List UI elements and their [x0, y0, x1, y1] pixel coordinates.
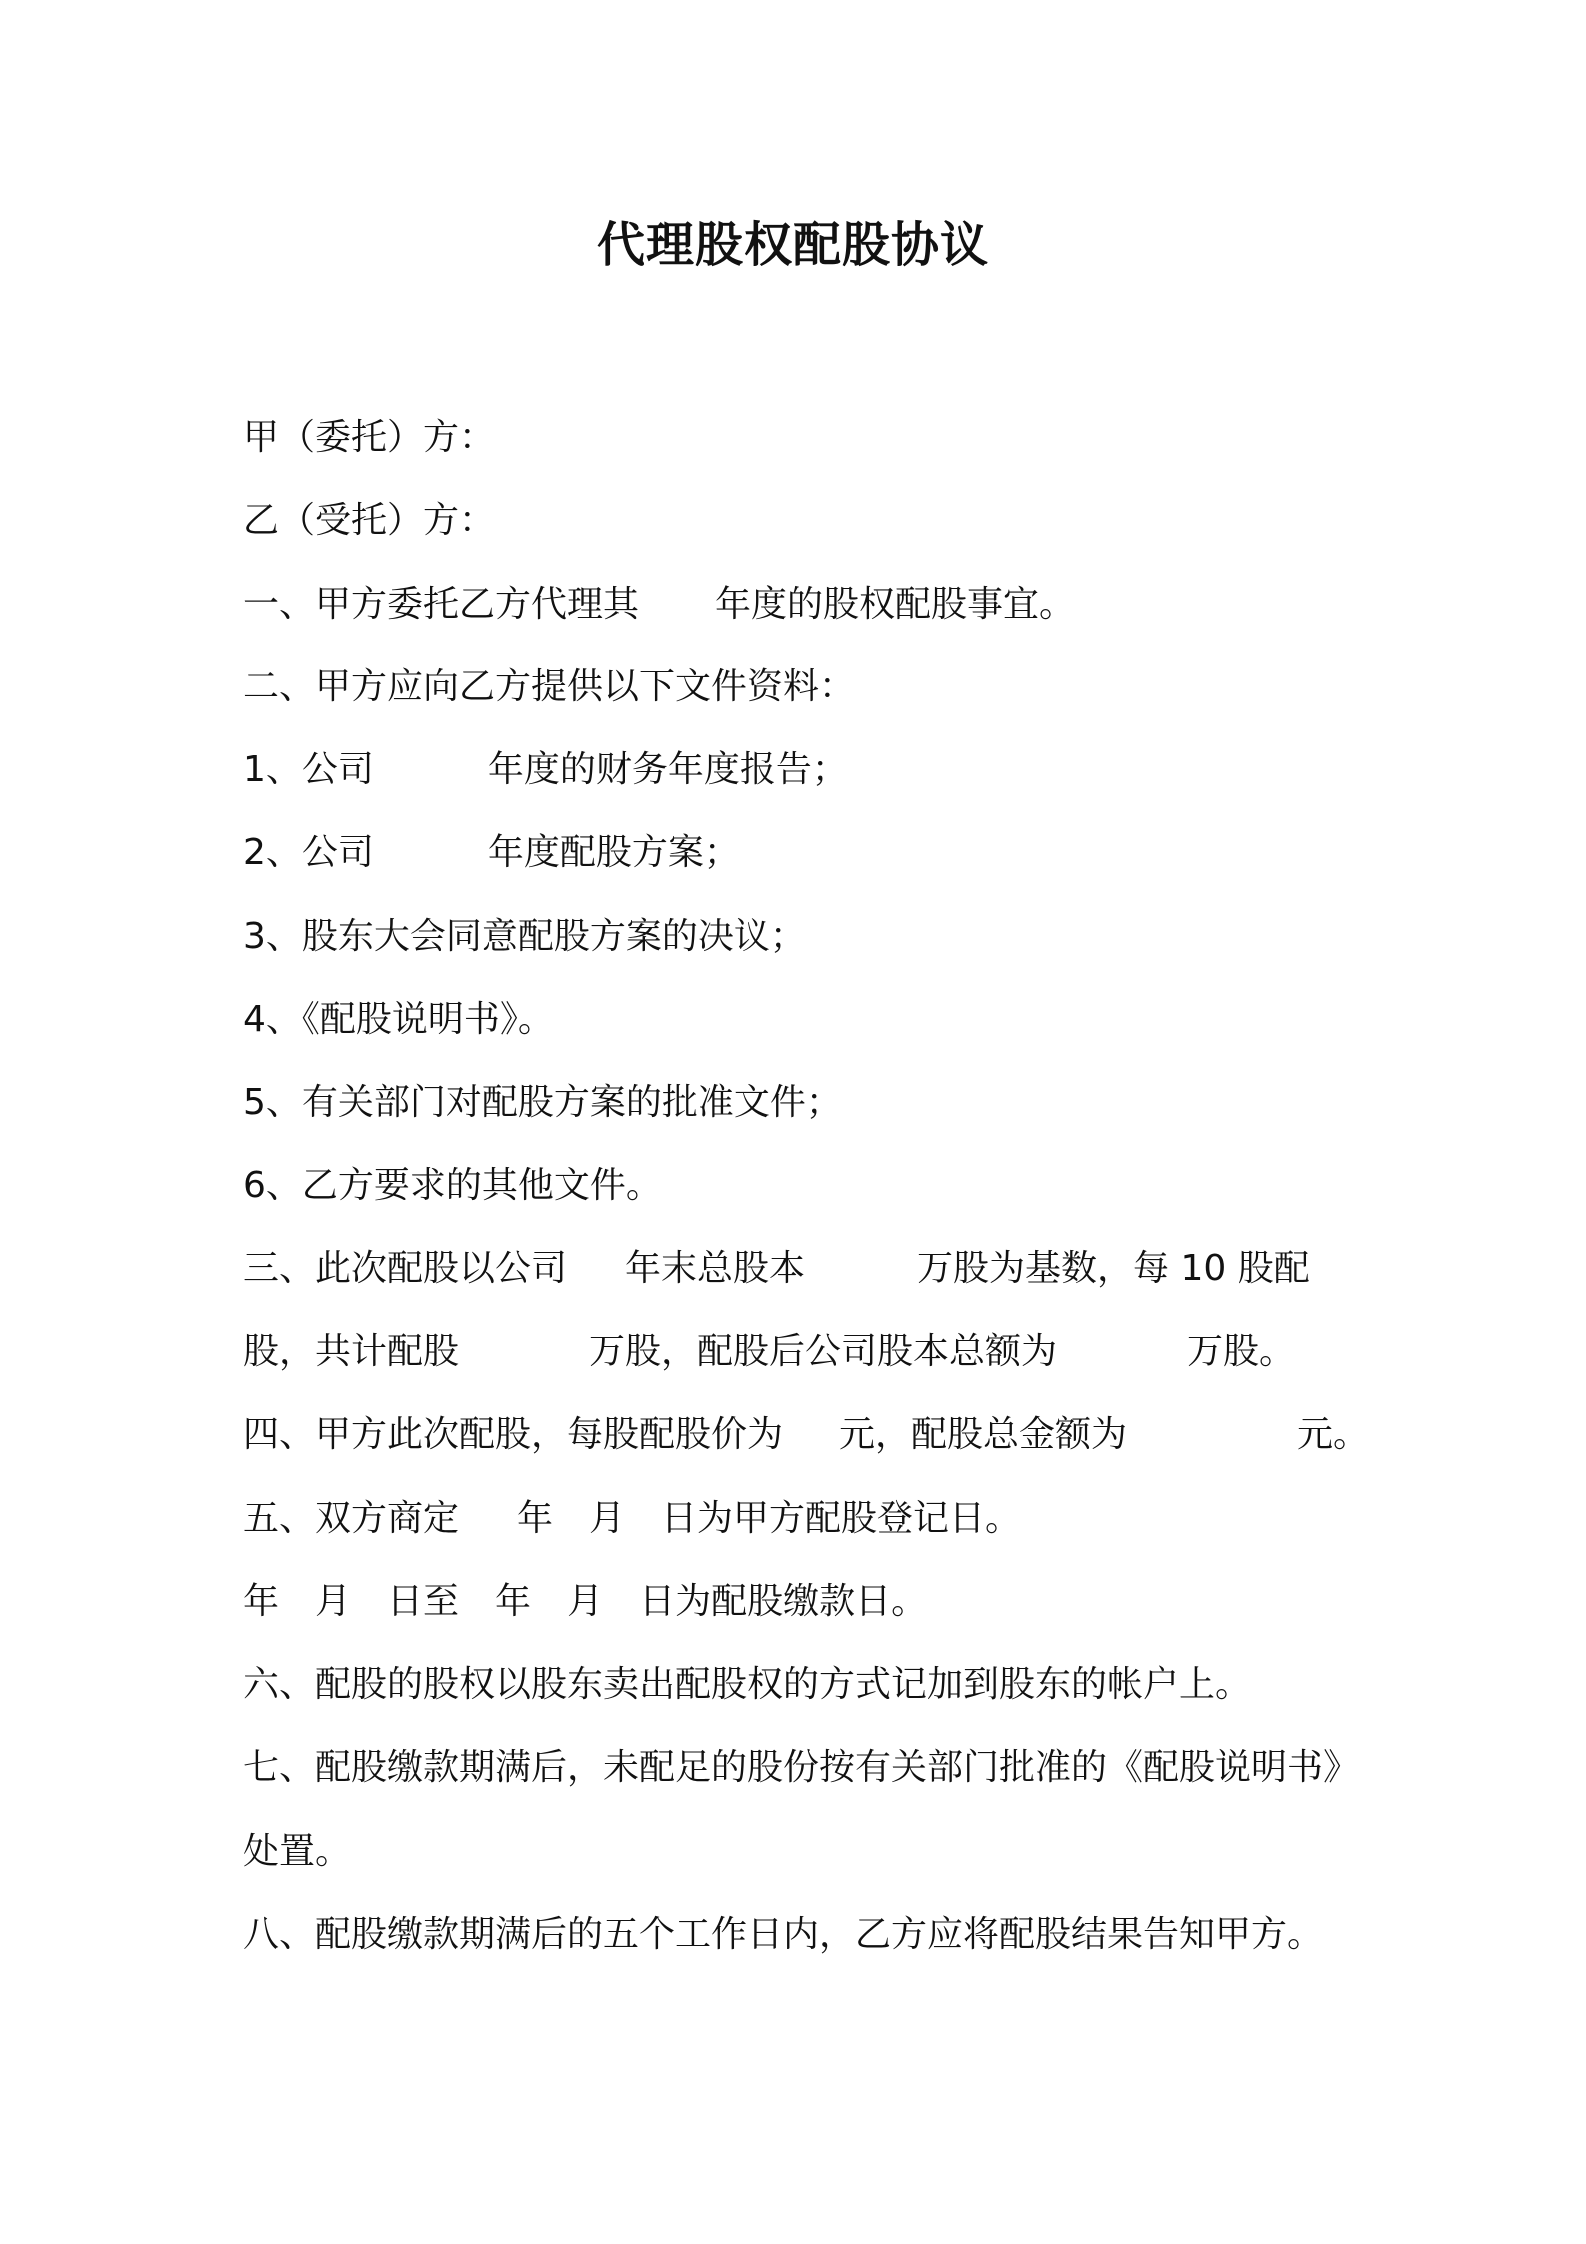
clause-5-year-1: 年 [517, 1498, 554, 1539]
item-2-part-a: 2、公司 [243, 832, 374, 873]
clause-2-heading: 二、甲方应向乙方提供以下文件资料： [243, 666, 856, 707]
item-1-part-a: 1、公司 [243, 749, 374, 790]
clause-1 [243, 580, 1075, 630]
clause-5-part-g: 日至 [387, 1581, 460, 1622]
clause-3-part-c: 万股为基数，每 10 股配 [917, 1248, 1310, 1289]
clause-5-month-1: 月 [589, 1498, 626, 1539]
clause-5-line-1 [243, 1494, 1021, 1544]
clause-2-item-4: 4、《配股说明书》。 [243, 999, 554, 1040]
clause-2-item-6: 6、乙方要求的其他文件。 [243, 1165, 662, 1206]
clause-4-part-c: 元。 [1297, 1414, 1370, 1455]
clause-3-part-e: 万股，配股后公司股本总额为 [589, 1331, 1058, 1372]
item-1-part-b: 年度的财务年度报告； [487, 749, 848, 790]
clause-8: 八、配股缴款期满后的五个工作日内，乙方应将配股结果告知甲方。 [243, 1914, 1324, 1955]
party-b-line: 乙（受托）方： [243, 500, 496, 541]
clause-1-part-b: 年度的股权配股事宜。 [715, 584, 1076, 625]
clause-4-part-a: 四、甲方此次配股，每股配股价为 [243, 1414, 784, 1455]
clause-2-item-2 [243, 828, 740, 878]
clause-3-part-d: 股，共计配股 [243, 1331, 460, 1372]
party-a-line: 甲（委托）方： [243, 417, 496, 458]
clause-4-part-b: 元，配股总金额为 [839, 1414, 1128, 1455]
clause-2-item-5: 5、有关部门对配股方案的批准文件； [243, 1082, 842, 1123]
clause-7-line-1: 七、配股缴款期满后，未配足的股份按有关部门批准的《配股说明书》 [243, 1747, 1360, 1788]
clause-5-part-d: 日为甲方配股登记日。 [661, 1498, 1022, 1539]
clause-2-item-1 [243, 745, 848, 795]
clause-5-year-3: 年 [495, 1581, 532, 1622]
clause-3-line-1 [243, 1244, 1310, 1294]
clause-2-item-3: 3、股东大会同意配股方案的决议； [243, 916, 806, 957]
clause-5-month-2: 月 [315, 1581, 352, 1622]
clause-5-month-3: 月 [567, 1581, 604, 1622]
item-2-part-b: 年度配股方案； [487, 832, 740, 873]
clause-3-part-b: 年末总股本 [625, 1248, 806, 1289]
clause-3-part-f: 万股。 [1187, 1331, 1296, 1372]
clause-5-year-2: 年 [243, 1581, 280, 1622]
clause-6: 六、配股的股权以股东卖出配股权的方式记加到股东的帐户上。 [243, 1664, 1252, 1705]
clause-1-part-a: 一、甲方委托乙方代理其 [243, 584, 640, 625]
clause-5-part-a: 五、双方商定 [243, 1498, 460, 1539]
clause-3-part-a: 三、此次配股以公司 [243, 1248, 568, 1289]
document-title: 代理股权配股协议 [596, 217, 989, 273]
clause-5-part-j: 日为配股缴款日。 [639, 1581, 928, 1622]
clause-7-line-2: 处置。 [243, 1831, 352, 1872]
clause-5-line-2 [243, 1577, 927, 1627]
clause-3-line-2 [243, 1327, 1295, 1377]
clause-4 [243, 1410, 1369, 1460]
